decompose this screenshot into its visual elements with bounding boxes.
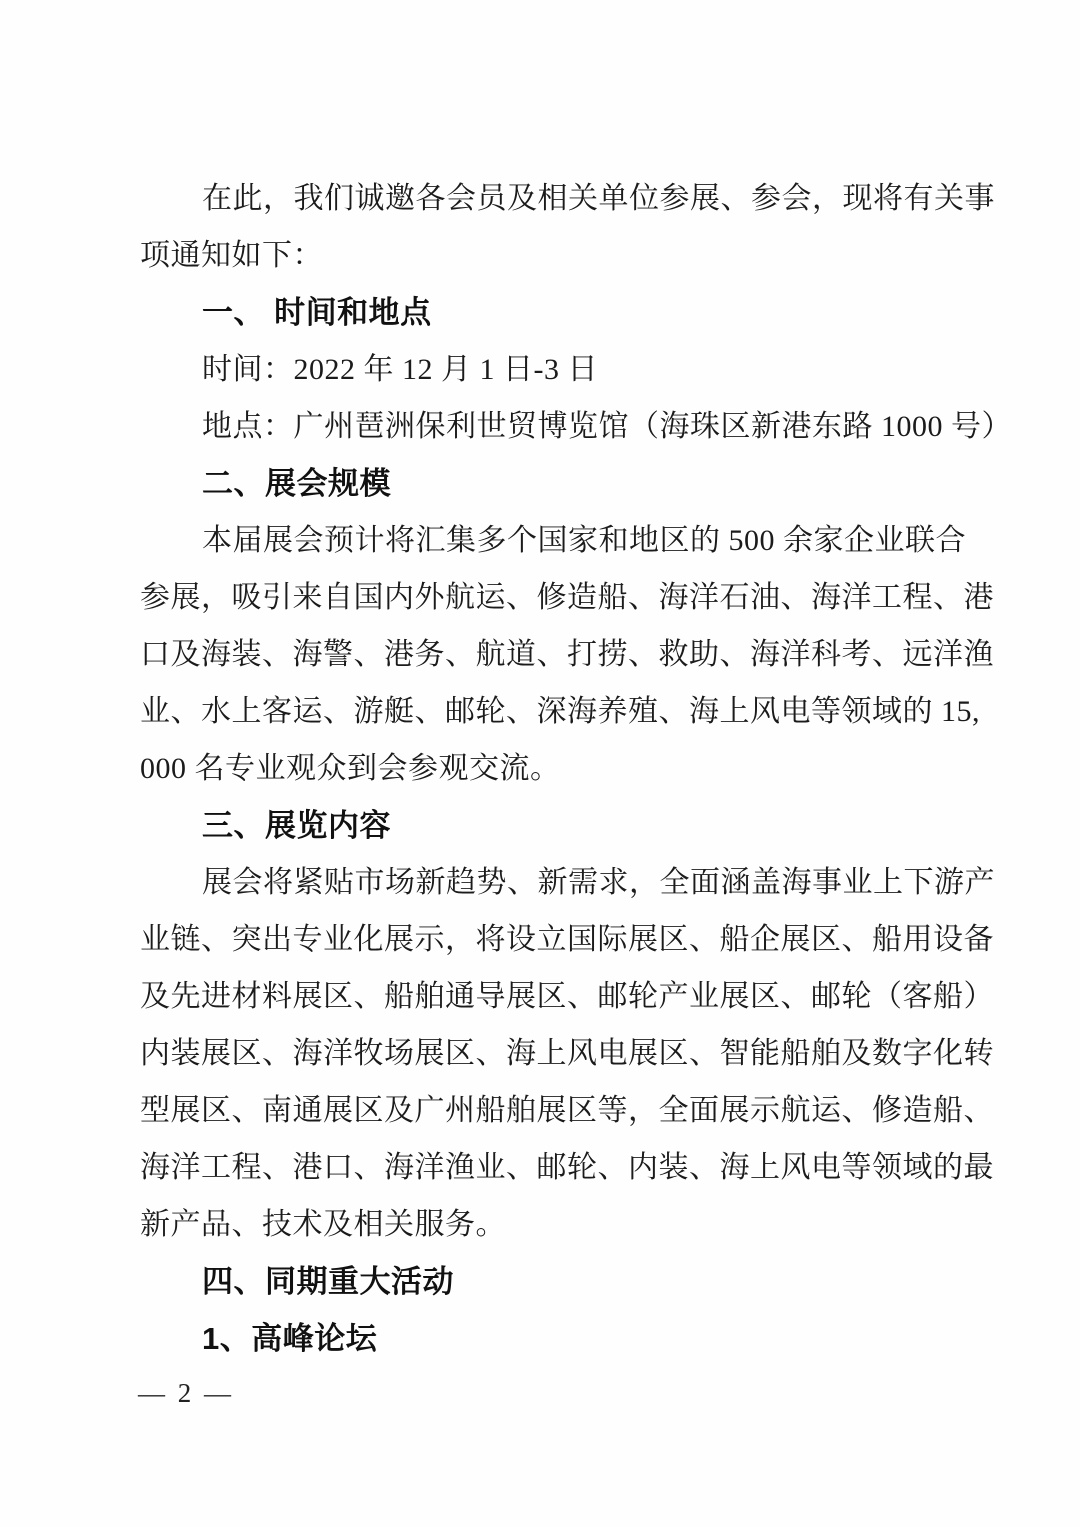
document-line: 新产品、技术及相关服务。 [140,1208,506,1241]
document-line: 内装展区、海洋牧场展区、海上风电展区、智能船舶及数字化转 [140,1037,994,1070]
document-line: 时间：2022 年 12 月 1 日-3 日 [202,353,598,386]
document-line: 地点：广州琶洲保利世贸博览馆（海珠区新港东路 1000 号） [202,410,1012,443]
document-body [140,170,1012,1367]
section-heading: 二、展会规模 [202,466,391,501]
document-line: 本届展会预计将汇集多个国家和地区的 500 余家企业联合 [202,524,966,557]
document-line: 项通知如下： [140,239,323,272]
document-line: 及先进材料展区、船舶通导展区、邮轮产业展区、邮轮（客船） [140,980,994,1013]
document-line: 000 名专业观众到会参观交流。 [140,752,561,785]
document-line: 业链、突出专业化展示，将设立国际展区、船企展区、船用设备 [140,923,994,956]
section-heading: 三、展览内容 [202,808,391,843]
document-line: 海洋工程、港口、海洋渔业、邮轮、内装、海上风电等领域的最 [140,1151,994,1184]
section-heading: 四、同期重大活动 [202,1264,454,1299]
document-line: 业、水上客运、游艇、邮轮、深海养殖、海上风电等领域的 15, [140,695,980,728]
section-heading: 一、 时间和地点 [202,295,432,330]
document-line: 参展，吸引来自国内外航运、修造船、海洋石油、海洋工程、港 [140,581,994,614]
document-line: 展会将紧贴市场新趋势、新需求，全面涵盖海事业上下游产 [202,866,995,899]
document-line: 型展区、南通展区及广州船舶展区等，全面展示航运、修造船、 [140,1094,994,1127]
page-number: — 2 — [138,1378,234,1408]
section-heading: 1、高峰论坛 [202,1321,378,1356]
document-line: 口及海装、海警、港务、航道、打捞、救助、海洋科考、远洋渔 [140,638,994,671]
document-line: 在此，我们诚邀各会员及相关单位参展、参会，现将有关事 [202,182,995,215]
